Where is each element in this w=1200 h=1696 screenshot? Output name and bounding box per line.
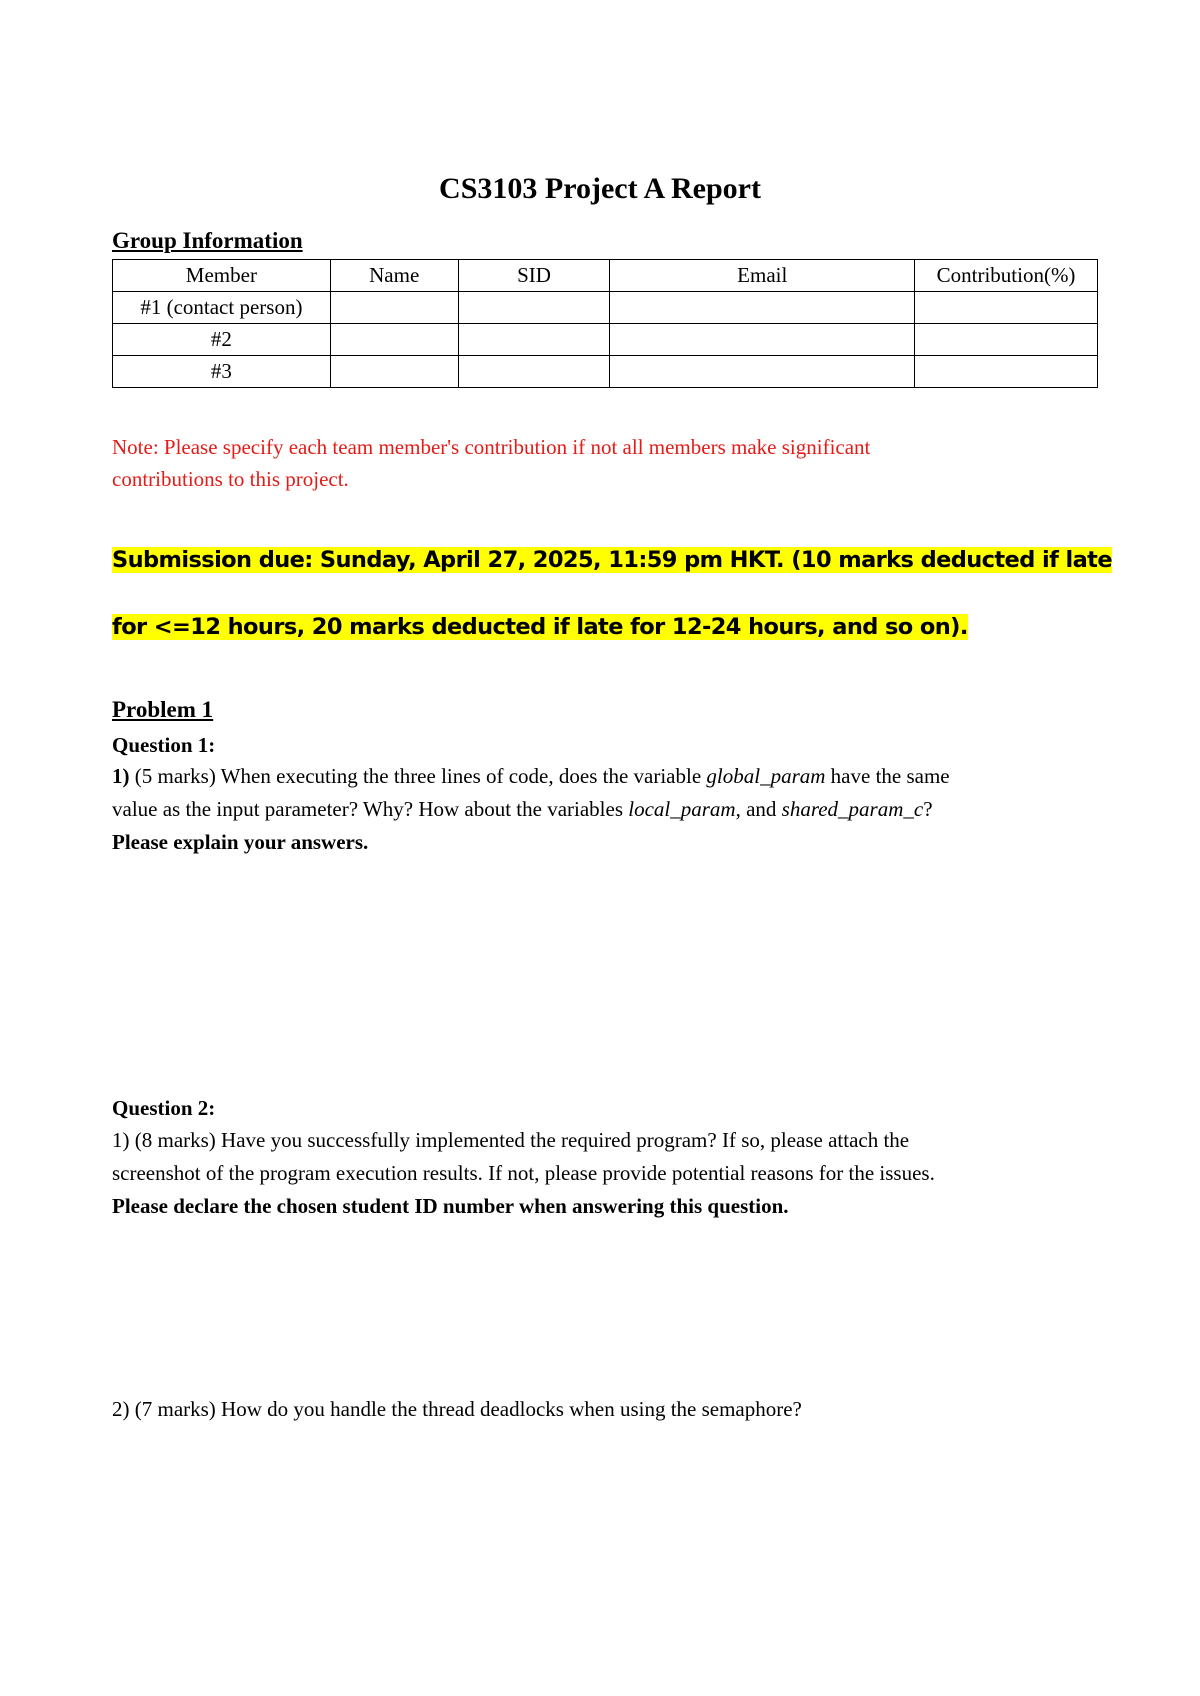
table-row — [113, 292, 1098, 324]
variable-name: local_param — [628, 797, 736, 821]
question-text: (5 marks) When executing the three lines of code, does the variable — [129, 764, 707, 788]
header-email: Email — [610, 260, 915, 292]
member-cell: #1 (contact person) — [113, 292, 331, 324]
question-1-text — [112, 760, 1102, 859]
name-cell[interactable] — [330, 356, 458, 388]
question-2-label: Question 2: — [112, 1096, 216, 1120]
header-member: Member — [113, 260, 331, 292]
group-information-heading: Group Information — [112, 228, 303, 253]
sid-cell[interactable] — [458, 292, 610, 324]
table-header-row — [113, 260, 1098, 292]
question-line — [112, 793, 1102, 826]
submission-due-line — [112, 547, 1112, 573]
question-line: screenshot of the program execution results. If not, please provide potential reasons for the issues. — [112, 1161, 935, 1185]
contribution-cell[interactable] — [915, 356, 1098, 388]
name-cell[interactable] — [330, 324, 458, 356]
page-title: CS3103 Project A Report — [439, 172, 761, 205]
name-cell[interactable] — [330, 292, 458, 324]
sid-cell[interactable] — [458, 324, 610, 356]
question-text: value as the input parameter? Why? How about the variables — [112, 797, 629, 821]
table-row — [113, 324, 1098, 356]
problem-1-heading: Problem 1 — [112, 697, 214, 722]
question-text: , and — [735, 797, 782, 821]
question-2-part-2: 2) (7 marks) How do you handle the thread deadlocks when using the semaphore? — [112, 1397, 802, 1421]
variable-name: shared_param_c — [781, 797, 924, 821]
note-line: contributions to this project. — [112, 467, 349, 491]
header-sid: SID — [458, 260, 610, 292]
question-1-label: Question 1: — [112, 733, 216, 757]
submission-due-line — [112, 614, 1112, 640]
header-contribution: Contribution(%) — [915, 260, 1098, 292]
question-line: Please explain your answers. — [112, 830, 369, 854]
email-cell[interactable] — [610, 324, 915, 356]
question-2-part-1 — [112, 1124, 1102, 1223]
variable-name: global_param — [706, 764, 826, 788]
question-line: Please declare the chosen student ID number when answering this question. — [112, 1194, 789, 1218]
submission-due-text: for <=12 hours, 20 marks deducted if late for 12-24 hours, and so on). — [112, 614, 968, 640]
table-row — [113, 356, 1098, 388]
question-text: have the same — [825, 764, 950, 788]
submission-due-text: Submission due: Sunday, April 27, 2025, 11:59 pm HKT. (10 marks deducted if late — [112, 547, 1112, 573]
member-cell: #2 — [113, 324, 331, 356]
note-line: Note: Please specify each team member's contribution if not all members make significant — [112, 435, 871, 459]
contribution-note — [112, 431, 1012, 495]
question-line: 1) (8 marks) Have you successfully implemented the required program? If so, please attach the — [112, 1128, 910, 1152]
question-number: 1) — [112, 764, 130, 788]
contribution-cell[interactable] — [915, 292, 1098, 324]
sid-cell[interactable] — [458, 356, 610, 388]
email-cell[interactable] — [610, 292, 915, 324]
group-information-table — [112, 259, 1098, 388]
email-cell[interactable] — [610, 356, 915, 388]
member-cell: #3 — [113, 356, 331, 388]
question-text: ? — [923, 797, 933, 821]
question-line — [112, 760, 1102, 793]
contribution-cell[interactable] — [915, 324, 1098, 356]
header-name: Name — [330, 260, 458, 292]
